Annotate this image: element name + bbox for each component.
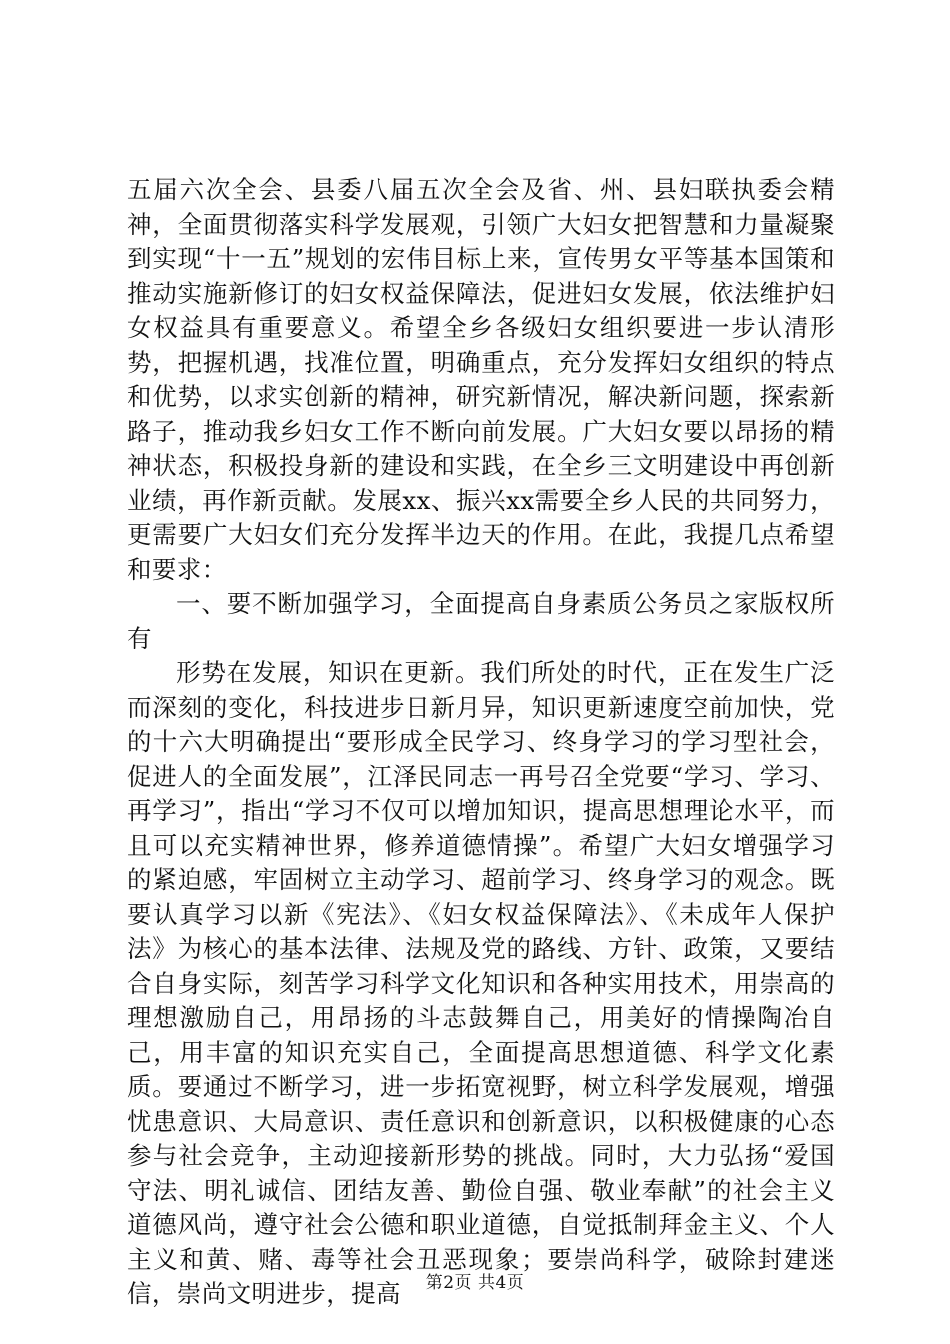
section-heading-1: 一、要不断加强学习，全面提高自身素质公务员之家版权所有 [127,589,835,653]
paragraph-intro: 五届六次全会、县委八届五次全会及省、州、县妇联执委会精神，全面贯彻落实科学发展观，引领广大妇女把智慧和力量凝聚到实现“十一五”规划的宏伟目标上来，宣传男女平等基本国策和推动实施新修订的妇女权益保障法，促进妇女发展，依法维护妇女权益具有重要意义。希望全乡各级妇女组织要进一步认清形势，把握机遇，找准位置，明确重点，充分发挥妇女组织的特点和优势，以求实创新的精神，研究新情况，解决新问题，探索新路子，推动我乡妇女工作不断向前发展。广大妇女要以昂扬的精神状态，积极投身新的建设和实践，在全乡三文明建设中再创新业绩，再作新贡献。发展xx、振兴xx需要全乡人民的共同努力，更需要广大妇女们充分发挥半边天的作用。在此，我提几点希望和要求： [127,175,835,584]
document-body [127,173,835,1312]
page-footer: 第2页 共4页 [425,1273,525,1293]
paragraph-learning: 形势在发展，知识在更新。我们所处的时代，正在发生广泛而深刻的变化，科技进步日新月异，知识更新速度空前加快，党的十六大明确提出“要形成全民学习、终身学习的学习型社会，促进人的全面发展”，江泽民同志一再号召全党要“学习、学习、再学习”，指出“学习不仅可以增加知识，提高思想理论水平，而且可以充实精神世界，修养道德情操”。希望广大妇女增强学习的紧迫感，牢固树立主动学习、超前学习、终身学习的观念。既要认真学习以新《宪法》、《妇女权益保障法》、《未成年人保护法》为核心的基本法律、法规及党的路线、方针、政策，又要结合自身实际，刻苦学习科学文化知识和各种实用技术，用崇高的理想激励自己，用昂扬的斗志鼓舞自己，用美好的情操陶冶自己，用丰富的知识充实自己，全面提高思想道德、科学文化素质。要通过不断学习，进一步拓宽视野，树立科学发展观，增强忧患意识、大局意识、责任意识和创新意识，以积极健康的心态参与社会竞争，主动迎接新形势的挑战。同时，大力弘扬“爱国守法、明礼诚信、团结友善、勤俭自强、敬业奉献”的社会主义道德风尚，遵守社会公德和职业道德，自觉抵制拜金主义、个人主义和黄、赌、毒等社会丑恶现象；要崇尚科学，破除封建迷信，崇尚文明进步，提高 [127,658,835,1308]
